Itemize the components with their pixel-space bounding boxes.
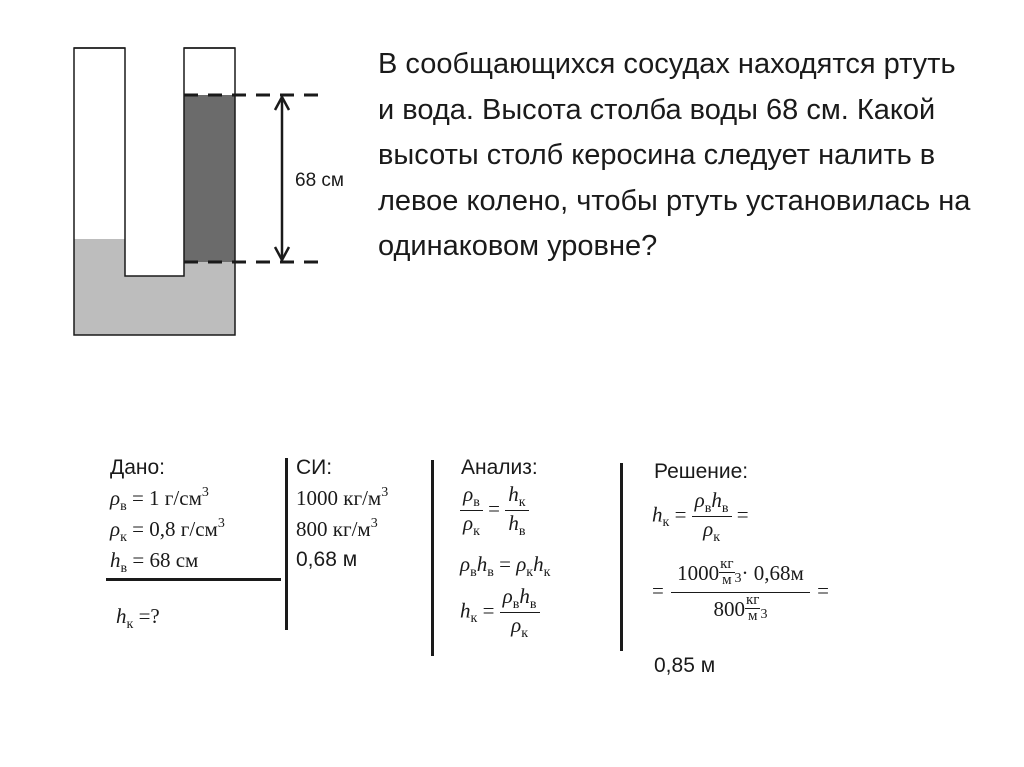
given-header: Дано:	[110, 456, 166, 479]
solution-substitution: = 1000 $\frac{кг}{м}$ 3· 0,68м 800 $\frac{кг}{м}$ 3 =	[652, 557, 829, 628]
find-h-kerosene	[116, 604, 160, 632]
given-si-separator	[285, 458, 288, 630]
value: = 68 см	[127, 548, 199, 572]
subscript: к	[126, 617, 134, 632]
si-analysis-separator	[431, 460, 434, 656]
given-h-water	[110, 548, 199, 576]
numerator-unit: $\frac{кг}{м}$	[720, 556, 734, 588]
fraction-h: $\frac{h_к}{h_в}$	[505, 482, 528, 539]
power: 3	[201, 485, 209, 500]
symbol: ρ	[110, 486, 121, 510]
solution-header: Решение:	[654, 460, 749, 483]
value: = 0,8 г/см	[126, 517, 218, 541]
si-header: СИ:	[296, 456, 333, 479]
analysis-solution-separator	[620, 463, 623, 651]
subscript: в	[120, 561, 128, 576]
fraction-rho: $\frac{\rho_в}{\rho_к}$	[460, 482, 483, 539]
solution-formula: $h_к$ = $\frac{\rho_вh_в}{\rho_к}$ =	[652, 488, 749, 545]
given-rho-water	[110, 485, 209, 514]
denominator-unit: $\frac{кг}{м}$	[745, 592, 760, 624]
si-row-2	[296, 517, 378, 542]
solution-answer: 0,85 м	[654, 654, 716, 677]
value: =?	[133, 604, 160, 628]
analysis-pressure-equality: $\rho_вh_в = \rho_кh_к$	[460, 552, 551, 580]
given-divider	[106, 578, 281, 581]
symbol: h	[116, 604, 127, 628]
si-row-1	[296, 486, 388, 511]
power: 3	[381, 485, 389, 500]
subscript: в	[120, 499, 127, 514]
analysis-ratio-formula: $\frac{\rho_в}{\rho_к}$ = $\frac{h_к}{h_в}$	[460, 482, 529, 539]
value: 800 кг/м	[296, 517, 371, 541]
symbol: ρ	[110, 517, 121, 541]
numerator-value: 1000	[677, 561, 720, 585]
power: 3	[370, 516, 378, 531]
subscript: к	[120, 530, 127, 545]
value: 1000 кг/м	[296, 486, 382, 510]
fraction-result: $\frac{\rho_вh_в}{\rho_к}$	[500, 584, 540, 641]
fraction-formula: $\frac{\rho_вh_в}{\rho_к}$	[692, 488, 732, 545]
fraction-substitution: 1000 $\frac{кг}{м}$ 3· 0,68м 800 $\frac{кг}{м}$ 3	[669, 557, 812, 628]
value: = 1 г/см	[126, 486, 202, 510]
analysis-header: Анализ:	[461, 456, 538, 479]
height-label: 68 см	[295, 170, 344, 191]
power: 3	[217, 516, 225, 531]
denominator-value: 800	[713, 597, 745, 621]
si-row-3: 0,68 м	[296, 548, 358, 571]
analysis-result-formula: $h_к$ = $\frac{\rho_вh_в}{\rho_к}$	[460, 584, 540, 641]
numerator-rest: · 0,68м	[741, 561, 804, 585]
symbol: h	[110, 548, 121, 572]
given-rho-kerosene	[110, 516, 225, 545]
problem-statement: В сообщающихся сосудах находятся ртуть и вода. Высота столба воды 68 см. Какой высоты столб керосина следует налить в левое колено, чтобы ртуть установилась на одинаковом уровне?	[378, 48, 971, 262]
water-column	[184, 95, 235, 262]
